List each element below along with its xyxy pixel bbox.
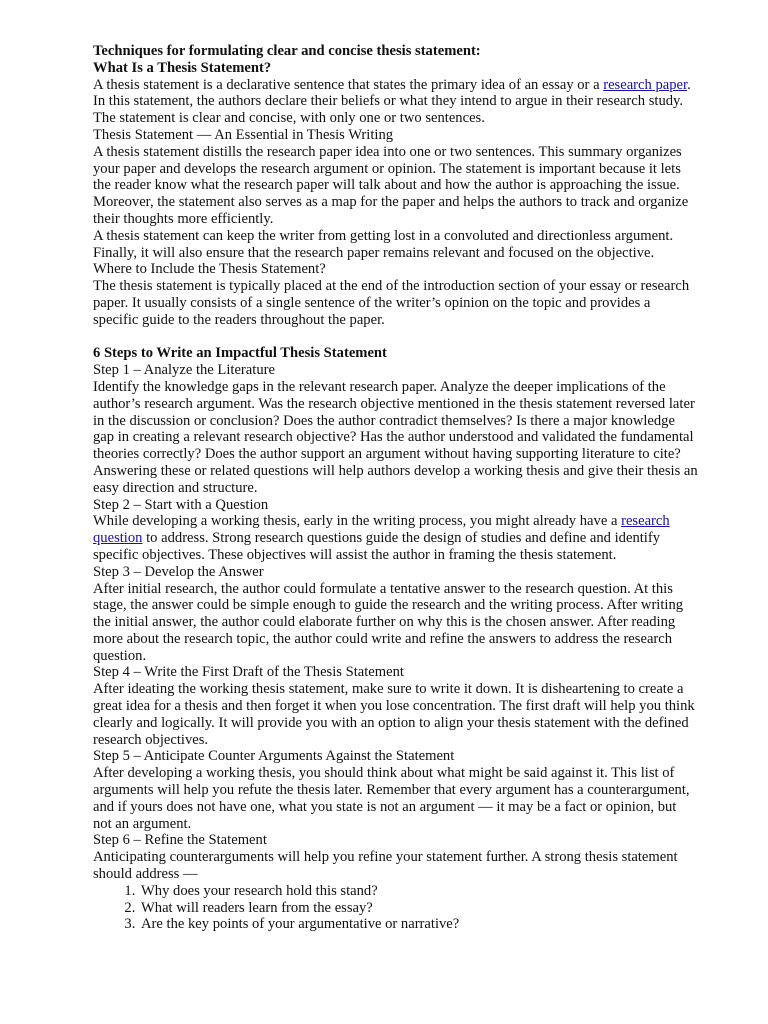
- step-5-body: After developing a working thesis, you should think about what might be said against it. This list of arguments will help you refute the thesis later. Remember that every argument has a counterargument, and if yours does not have one, what you state is not an argument — it may be a fact or opinion, but not an argument.: [93, 765, 690, 832]
- step-1-title: Step 1 – Analyze the Literature: [93, 362, 275, 379]
- section-spacer: [93, 329, 698, 346]
- step-1-body: Identify the knowledge gaps in the relevant research paper. Analyze the deeper implications of the author’s research argument. Was the research objective mentioned in the thesis statement reversed later in the discussion or conclusion? Does the author contradict themselves? Is there a major knowledge gap in creating a relevant research objective? Has the author understood and validated the fundamental theories correctly? Does the author support an argument without having supporting literature to cite? Answering these or related questions will help authors develop a working thesis and give their thesis an easy direction and structure.: [93, 378, 698, 496]
- research-question-link[interactable]: research question: [93, 513, 670, 547]
- step-4-body: After ideating the working thesis statement, make sure to write it down. It is disheartening to create a great idea for a thesis and then forget it when you lose concentration. The first draft will help you think clearly and logically. It will provide you with an option to align your thesis statement with the defined research objectives.: [93, 681, 695, 748]
- thesis-questions-list: [93, 883, 698, 933]
- step-3-body: After initial research, the author could formulate a tentative answer to the research question. At this stage, the answer could be simple enough to guide the research and the writing process. After writing the initial answer, the author could elaborate further on why this is the chosen answer. After reading more about the research topic, the author could write and refine the answers to address the research question.: [93, 580, 684, 664]
- intro-text-after: . In this statement, the authors declare their beliefs or what they intend to argue in their research study. The statement is clear and concise, with only one or two sentences.: [93, 76, 691, 127]
- research-paper-link[interactable]: research paper: [603, 76, 688, 93]
- step-2-body: [93, 513, 698, 563]
- heading-six-steps: 6 Steps to Write an Impactful Thesis Statement: [93, 345, 387, 362]
- step-4-title: Step 4 – Write the First Draft of the Thesis Statement: [93, 664, 404, 681]
- step-3-title: Step 3 – Develop the Answer: [93, 563, 264, 580]
- list-item: 3. Are the key points of your argumentative or narrative?: [139, 916, 698, 933]
- document-page: [93, 43, 698, 933]
- intro-paragraph: [93, 77, 698, 127]
- essential-paragraph-2: A thesis statement can keep the writer from getting lost in a convoluted and directionless argument. Finally, it will also ensure that the research paper remains relevant and focused on the objective.: [93, 227, 674, 261]
- intro-text-before: A thesis statement is a declarative sentence that states the primary idea of an essay or a: [93, 76, 604, 93]
- where-paragraph: The thesis statement is typically placed at the end of the introduction section of your essay or research paper. It usually consists of a single sentence of the writer’s opinion on the topic and provides a specific guide to the readers throughout the paper.: [93, 278, 690, 328]
- step-5-title: Step 5 – Anticipate Counter Arguments Against the Statement: [93, 748, 455, 765]
- subheading-essential: Thesis Statement — An Essential in Thesis Writing: [93, 126, 394, 143]
- list-item: 1. Why does your research hold this stand?: [139, 883, 698, 900]
- step-2-text-before: While developing a working thesis, early in the writing process, you might already have a: [93, 513, 622, 530]
- step-2-title: Step 2 – Start with a Question: [93, 496, 269, 513]
- heading-what-is-thesis: What Is a Thesis Statement?: [93, 59, 272, 76]
- document-title: Techniques for formulating clear and concise thesis statement:: [93, 43, 481, 59]
- step-6-body: Anticipating counterarguments will help you refine your statement further. A strong thesis statement should address —: [93, 849, 678, 883]
- subheading-where: Where to Include the Thesis Statement?: [93, 261, 326, 278]
- step-6-title: Step 6 – Refine the Statement: [93, 832, 267, 849]
- essential-paragraph-1: A thesis statement distills the research paper idea into one or two sentences. This summary organizes your paper and develops the research argument or opinion. The statement is important because it lets the reader know what the research paper will talk about and how the author is approaching the issue. Moreover, the statement also serves as a map for the paper and helps the authors to track and organize their thoughts more efficiently.: [93, 143, 689, 227]
- step-2-text-after: to address. Strong research questions guide the design of studies and define and identify specific objectives. These objectives will assist the author in framing the thesis statement.: [93, 530, 661, 563]
- list-item: 2. What will readers learn from the essay?: [139, 900, 698, 917]
